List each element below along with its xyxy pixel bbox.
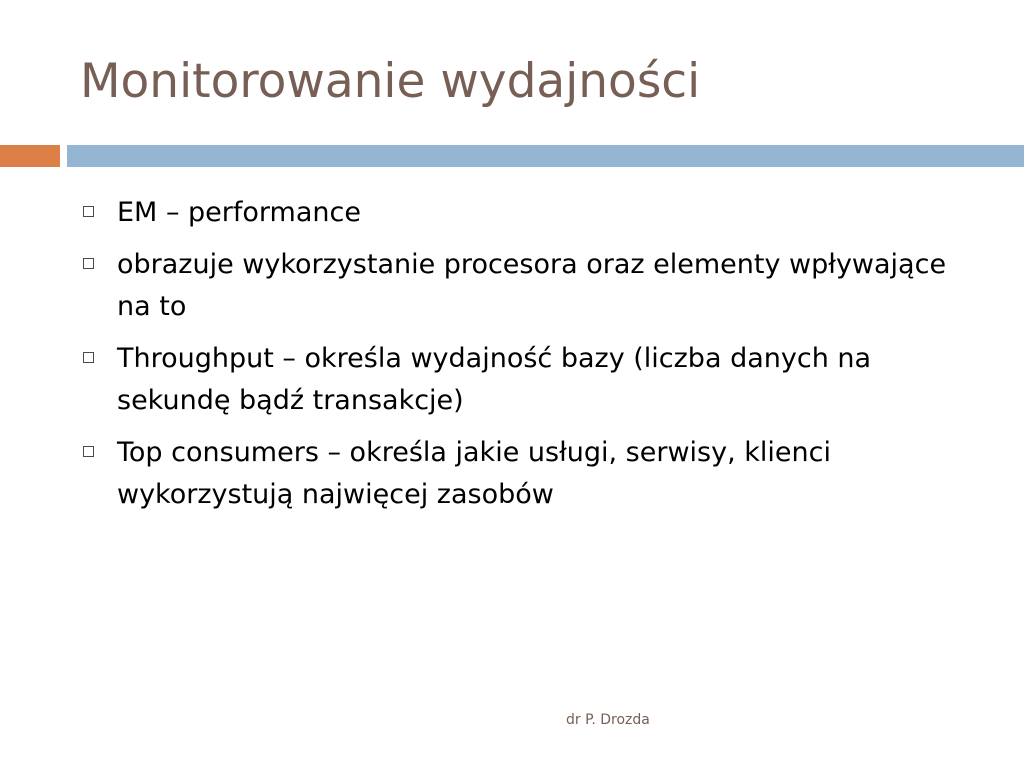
hollow-square-bullet-icon bbox=[83, 206, 94, 217]
bullet-text: EM – performance bbox=[117, 197, 361, 228]
bullet-list bbox=[82, 192, 982, 526]
title-accent-bar bbox=[0, 145, 60, 167]
slide-title: Monitorowanie wydajności bbox=[80, 54, 701, 109]
bullet-item bbox=[82, 192, 982, 234]
title-rule-bar bbox=[67, 145, 1024, 167]
bullet-item bbox=[82, 244, 982, 328]
bullet-item bbox=[82, 432, 982, 516]
bullet-item bbox=[82, 338, 982, 422]
bullet-text: Top consumers – określa jakie usługi, serwisy, klienci wykorzystują najwięcej zasobów bbox=[117, 437, 831, 510]
bullet-text: Throughput – określa wydajność bazy (liczba danych na sekundę bądź transakcje) bbox=[117, 343, 872, 416]
hollow-square-bullet-icon bbox=[83, 258, 94, 269]
hollow-square-bullet-icon bbox=[83, 446, 94, 457]
bullet-text: obrazuje wykorzystanie procesora oraz elementy wpływające na to bbox=[117, 249, 947, 322]
hollow-square-bullet-icon bbox=[83, 352, 94, 363]
slide-footer: dr P. Drozda bbox=[566, 712, 650, 728]
